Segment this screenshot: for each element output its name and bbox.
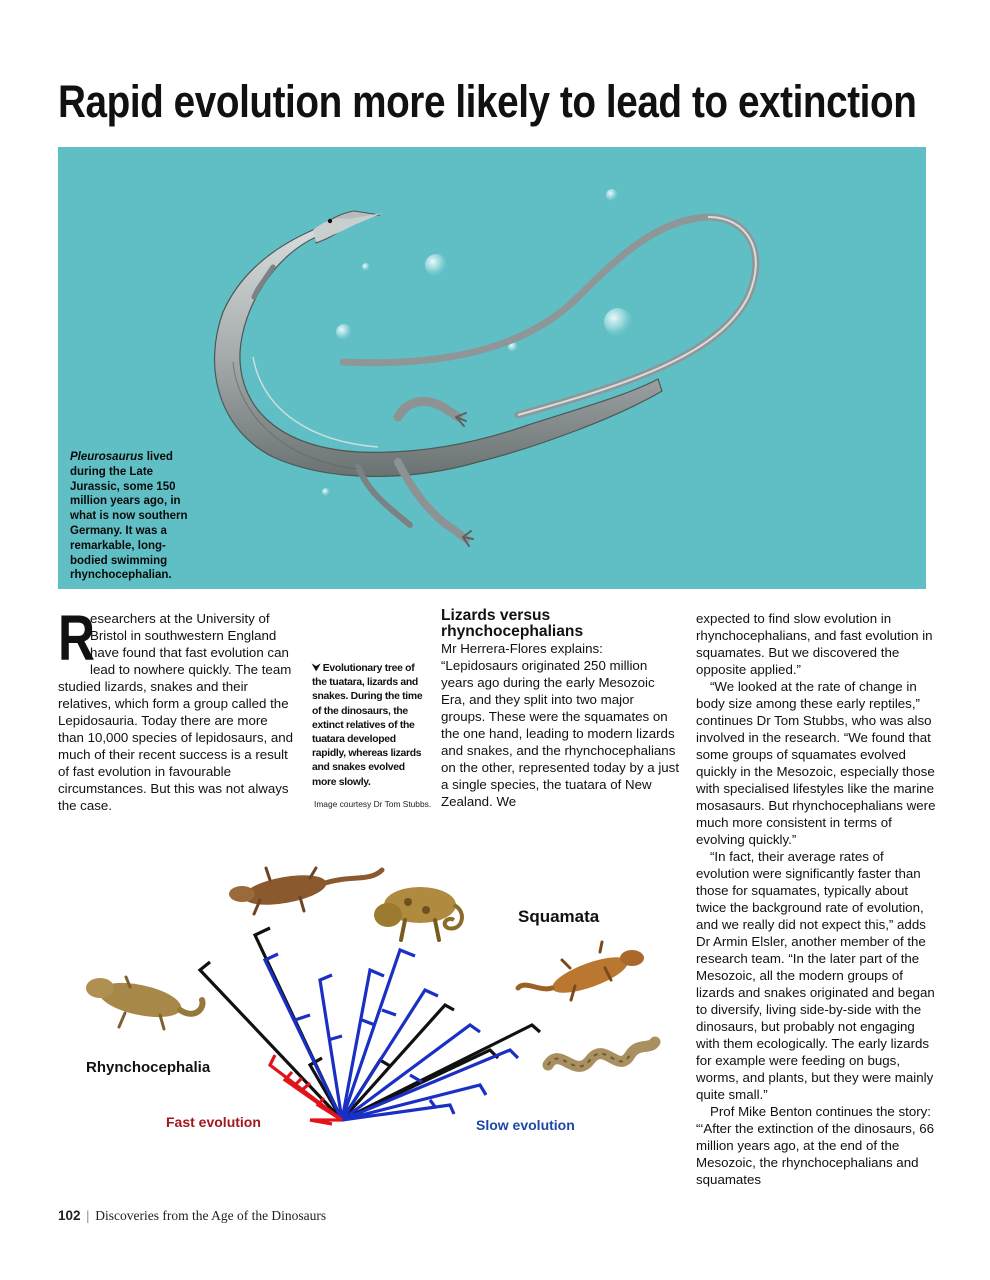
label-fast-evolution: Fast evolution [166,1114,261,1130]
publication-title: Discoveries from the Age of the Dinosaurs [95,1208,327,1223]
page-title: Rapid evolution more likely to lead to extinction [58,76,917,127]
evolutionary-tree-figure [70,850,670,1155]
label-rhynchocephalia: Rhynchocephalia [86,1059,211,1076]
figure-caption-text: Evolutionary tree of the tuatara, lizards and snakes. During the time of the dinosaurs, the extinct relatives of the tuatara developed rapidly, whereas lizards and snakes evolved more slowly. [312,663,423,788]
column-3-text: Mr Herrera-Flores explains: “Lepidosaurs originated 250 million years ago during the early Mesozoic Era, and they split into two major groups. These were the squamates on the one hand, leading to modern lizards and snakes, and the rhynchocephalians on the other, represented today by a just a single species, the tuatara of New Zealand. We [441,641,680,809]
footer-separator: | [86,1208,90,1223]
column-1 [58,602,296,814]
label-slow-evolution: Slow evolution [476,1117,575,1133]
column-4-paragraph-1: expected to find slow evolution in rhynchocephalians, and fast evolution in squamates. But we discovered the opposite applied.” [696,611,933,677]
column-3 [441,608,681,810]
page-footer [58,1208,326,1224]
lizard-icon-right [518,942,644,1000]
column-4-paragraph-4: Prof Mike Benton continues the story: “‘After the extinction of the dinosaurs, 66 million years ago, at the end of the Mesozoic, the rhynchocephalians and squamates [696,1104,935,1187]
drop-cap: R [58,602,95,674]
section-subhead: Lizards versus rhynchocephalians [441,607,584,640]
label-squamata: Squamata [518,907,600,926]
hero-caption-species: Pleurosaurus [70,451,144,463]
column-1-text: esearchers at the University of Bristol in southwestern England have found that fast evolution can lead to nowhere quickly. The team studied lizards, snakes and their relatives, which form a group called the Lepidosauria. Today there are more than 10,000 species of lepidosaurs, and much of their recent success is a result of fast evolution in favourable circumstances. But this was not always the case. [58,611,294,813]
hero-caption-text: lived during the Late Jurassic, some 150 million years ago, in what is now southern Germany. It was a remarkable, long-bodied swimming rhynchocephalian. [70,451,188,582]
lizard-icon-top [229,868,382,914]
column-4-paragraph-2: “We looked at the rate of change in body size among these early reptiles,” continues Dr Tom Stubbs, who was also involved in the research. “We found that some groups of squamates evolved quickly in the Mesozoic, especially those with specialised lifestyles like the marine mosasaurs. But rhynchocephalians were much more consistent in terms of evolving quickly.” [696,679,936,847]
figure-caption [312,662,424,790]
hero-caption [70,450,202,583]
tuatara-icon [86,977,203,1029]
tree-branches-fast [270,1055,342,1124]
chameleon-icon [374,887,462,940]
column-4 [696,610,936,1188]
caption-arrow-icon: ⮟ [312,663,321,674]
page-number: 102 [58,1208,81,1223]
snake-icon [548,1042,655,1066]
figure-credit: Image courtesy Dr Tom Stubbs. [314,799,432,809]
column-4-paragraph-3: “In fact, their average rates of evolution were significantly faster than those for squamates, typically about twice the background rate of evolution, and we really did not expect this,” adds Dr Armin Elsler, another member of the research team. “In the later part of the Mesozoic, all the modern groups of lizards and snakes originated and began to diversify, living side-by-side with the dinosaurs, but probably not engaging with them ecologically. The early lizards for example were feeding on bugs, worms, and plants, but they were mainly quite small.” [696,849,935,1102]
hero-illustration [58,147,926,589]
